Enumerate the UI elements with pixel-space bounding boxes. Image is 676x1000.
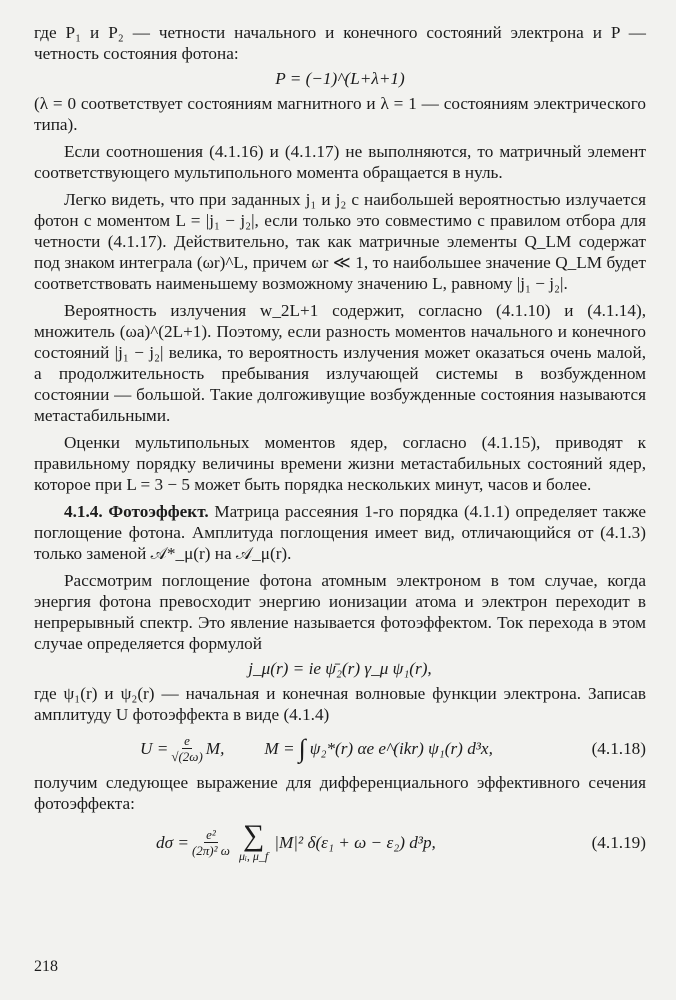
formula-cross-section-lhs: dσ = (156, 832, 189, 852)
paragraph-emission: Вероятность излучения w_2L+1 содержит, согласно (4.1.10) и (4.1.14), множитель (ωa)^(2L+1). Поэтому, если разность моментов начального и конечного состояний |j₁ − j₂| велика, то вероятность излучения может оказаться очень малой, а продолжительность пребывания излучающей системы в возбужденном состоянии — большой. Такие долгоживущие возбужденные состояния называются метастабильными. (34, 301, 646, 425)
fraction (171, 733, 202, 764)
formula-matrix-rhs: ψ₂*(r) αe e^(ikr) ψ₁(r) d³x, (309, 739, 493, 758)
formula-cross-section-rhs: |M|² δ(ε₁ + ω − ε₂) d³p, (274, 832, 436, 852)
fraction-numerator: e (184, 733, 190, 748)
summation (238, 819, 269, 863)
formula-cross-section (34, 819, 646, 863)
section-heading: 4.1.4. Фотоэффект. (64, 502, 209, 521)
paragraph-nuclear-moments: Оценки мультипольных моментов ядер, согласно (4.1.15), приводят к правильному порядку величины времени жизни метастабильных состояний ядер, которое при L = 3 − 5 может быть порядка нескольких минут, часов и более. (34, 433, 646, 494)
paragraph-photoeffect-text: Матрица рассеяния 1-го порядка (4.1.1) определяет также поглощение фотона. Амплитуда поглощения имеет вид, отличающийся от (4.1.3) только заменой 𝒜*_μ(r) на 𝒜_μ(r). (34, 502, 646, 563)
formula-amplitude-lhs: U = (140, 739, 169, 758)
page-number: 218 (34, 958, 58, 975)
integral-sign: ∫ (298, 734, 306, 763)
paragraph-cross-section: получим следующее выражение для дифференциального эффективного сечения фотоэффекта: (34, 773, 646, 813)
paragraph-parity: где P₁ и P₂ — четности начального и конечного состояний электрона и P — четность состояния фотона: (34, 23, 646, 63)
paragraph-wave-functions: где ψ₁(r) и ψ₂(r) — начальная и конечная волновые функции электрона. Записав амплитуду U фотоэффекта в виде (4.1.4) (34, 684, 646, 724)
fraction-numerator: e² (206, 826, 216, 842)
formula-amplitude-rhs: M, (205, 739, 225, 758)
summation-sign: ∑ (242, 819, 265, 852)
paragraph-photoeffect (34, 501, 646, 564)
paragraph-conditions: Если соотношения (4.1.16) и (4.1.17) не выполняются, то матричный элемент соответствующего мультипольного момента обращается в нуль. (34, 142, 646, 182)
formula-photon-parity: P = (−1)^(L+λ+1) (275, 69, 405, 88)
paragraph-probability: Легко видеть, что при заданных j₁ и j₂ с наибольшей вероятностью излучается фотон с моментом L = |j₁ − j₂|, если только это совместимо с правилом отбора для четности (4.1.17). Действительно, так как матричные элементы Q_LM содержат под знаком интеграла (ωr)^L, причем ωr ≪ 1, то наибольшее значение Q_LM будет соответствовать наименьшему возможному значению L, равному |j₁ − j₂|. (34, 190, 646, 293)
equation-number: (4.1.18) (591, 739, 646, 758)
fraction (192, 827, 230, 858)
paragraph-lambda-note: (λ = 0 соответствует состояниям магнитного и λ = 1 — состояниям электрического типа). (34, 94, 646, 134)
formula-amplitude (34, 733, 646, 764)
equation-number: (4.1.19) (591, 832, 646, 852)
paragraph-absorption: Рассмотрим поглощение фотона атомным электроном в том случае, когда энергия фотона превосходит энергию ионизации атома и электрон переходит в непрерывный спектр. Это явление называется фотоэффектом. Ток перехода в этом случае определяется формулой (34, 571, 646, 653)
formula-matrix-lhs: M = (264, 739, 295, 758)
formula-transition-current: j_μ(r) = ie ψ̄₂(r) γ_μ ψ₁(r), (248, 659, 432, 678)
fraction-denominator: (2π)² ω (191, 842, 230, 858)
summation-subscript: μᵢ, μ_f (238, 849, 269, 863)
page-body (34, 22, 646, 866)
fraction-denominator: √(2ω) (171, 749, 203, 764)
